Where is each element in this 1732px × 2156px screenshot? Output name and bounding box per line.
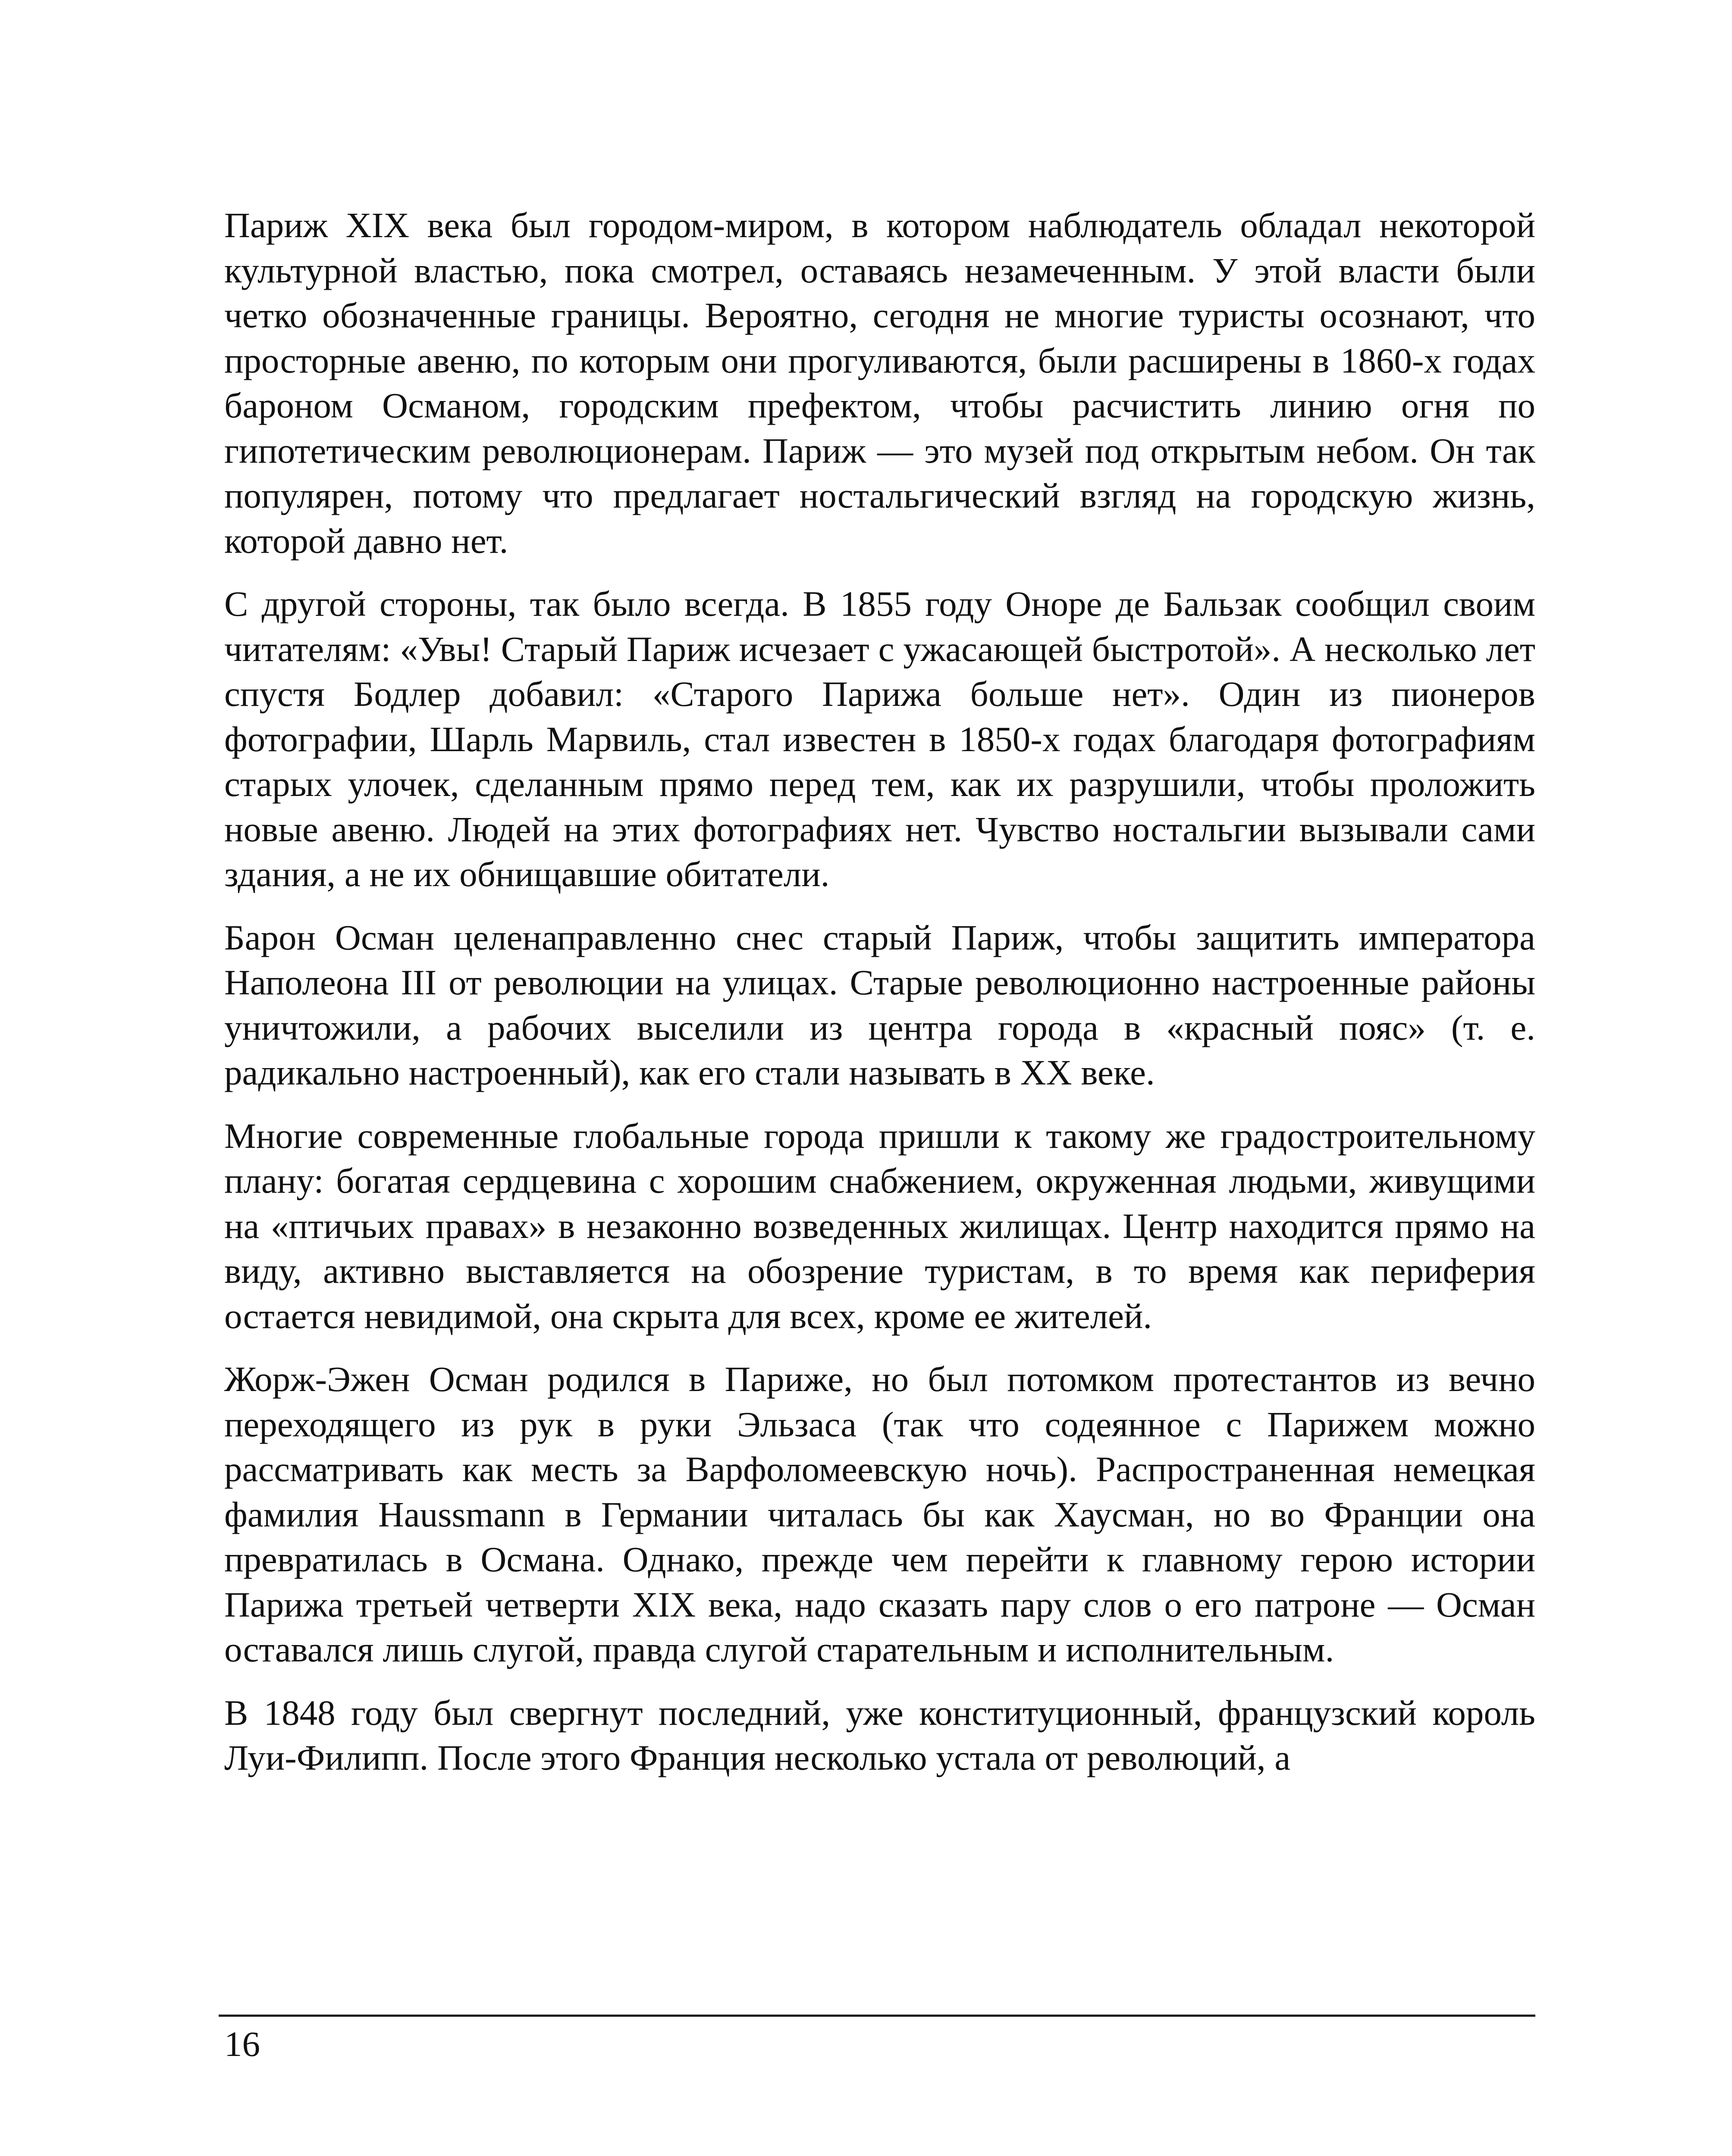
paragraph-3: Барон Осман целенаправленно снес старый Париж, чтобы защитить императора Наполеона III от революции на улицах. Старые революционно настроенные районы уничтожили, а рабочих выселили из центра города в «красный пояс» (т. е. радикально настроенный), как его стали называть в XX веке. [224,917,1535,1092]
paragraph-2: С другой стороны, так было всегда. В 1855 году Оноре де Бальзак сообщил своим читателям: «Увы! Старый Париж исчезает с ужасающей быстротой». А несколько лет спустя Бодлер добавил: «Старого Парижа больше нет». Один из пионеров фотографии, Шарль Марвиль, стал известен в 1850-х годах благодаря фотографиям старых улочек, сделанным прямо перед тем, как их разрушили, чтобы проложить новые авеню. Людей на этих фотографиях нет. Чувство ностальгии вызывали сами здания, а не их обнищавшие обитатели. [224,584,1535,894]
paragraph-1: Париж XIX века был городом-миром, в котором наблюдатель обладал некоторой культурной властью, пока смотрел, оставаясь незамеченным. У этой власти были четко обозначенные границы. Вероятно, сегодня не многие туристы осознают, что просторные авеню, по которым они прогуливаются, были расширены в 1860-х годах бароном Османом, городским префектом, чтобы расчистить линию огня по гипотетическим революционерам. Париж — это музей под открытым небом. Он так популярен, потому что предлагает ностальгический взгляд на городскую жизнь, которой давно нет. [224,205,1535,561]
body-text [224,203,1535,1799]
paragraph-5: Жорж-Эжен Осман родился в Париже, но был потомком протестантов из вечно переходящего из рук в руки Эльзаса (так что содеянное с Парижем можно рассматривать как месть за Варфоломеевскую ночь). Распространенная немецкая фамилия Haussmann в Германии читалась бы как Хаусман, но во Франции она превратилась в Османа. Однако, прежде чем перейти к главному герою истории Парижа третьей четверти XIX века, надо сказать пару слов о его патроне — Осман оставался лишь слугой, правда слугой старательным и исполнительным. [224,1359,1535,1669]
footer-divider [219,2015,1535,2017]
paragraph-6: В 1848 году был свергнут последний, уже конституционный, французский король Луи-Филипп. После этого Франция несколько устала от революций, а [224,1692,1535,1777]
page-number: 16 [224,2024,260,2064]
paragraph-4: Многие современные глобальные города пришли к такому же градостроительному плану: богатая сердцевина с хорошим снабжением, окруженная людьми, живущими на «птичьих правах» в незаконно возведенных жилищах. Центр находится прямо на виду, активно выставляется на обозрение туристам, в то время как периферия остается невидимой, она скрыта для всех, кроме ее жителей. [224,1116,1535,1336]
